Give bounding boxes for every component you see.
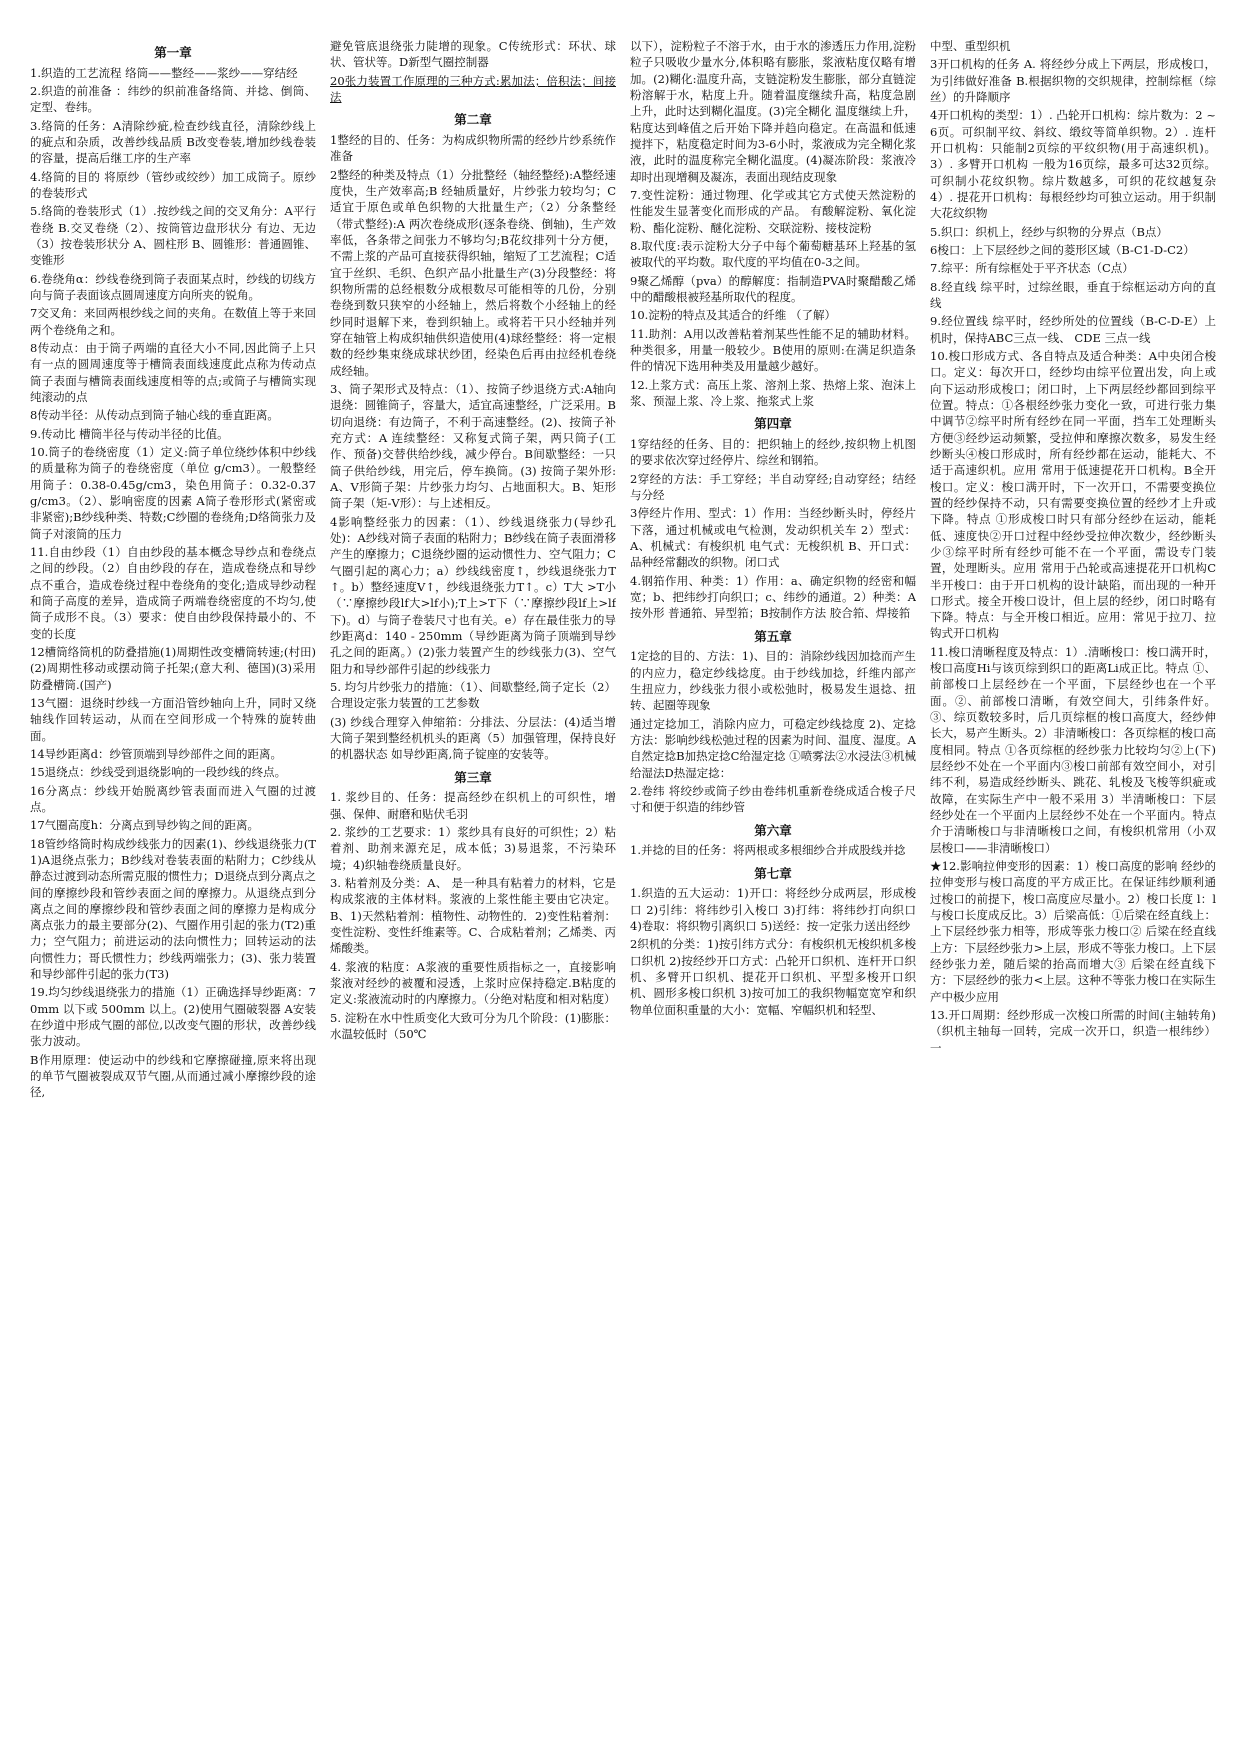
paragraph: 7.变性淀粉：通过物理、化学或其它方式使天然淀粉的性能发生显著变化而形成的产品。 有酸解淀粉、氧化淀粉、酯化淀粉、醚化淀粉、交联淀粉、接枝淀粉 [630, 187, 916, 235]
paragraph: 4. 浆液的粘度：A浆液的重要性质指标之一，直接影响浆液对经纱的被覆和浸透，上浆时应保持稳定.B粘度的定义:浆液流动时的内摩擦力。（分绝对粘度和相对粘度） [330, 959, 616, 1007]
paragraph: 4.钢筘作用、种类：1）作用：a、确定织物的经密和幅宽；b、把纬纱打向织口；c、纬纱的通道。2）种类：A按外形 普通筘、异型筘；B按制作方法 胶合筘、焊接筘 [630, 573, 916, 621]
paragraph: 12.上浆方式：高压上浆、溶剂上浆、热熔上浆、泡沫上浆、预湿上浆、冷上浆、拖浆式上浆 [630, 377, 916, 408]
paragraph: 15退绕点：纱线受到退绕影响的一段纱线的终点。 [30, 765, 287, 780]
document-page [30, 38, 1216, 1738]
paragraph: 13.开口周期：经纱形成一次梭口所需的时间(主轴转角)（织机主轴每一回转，完成一次开口，织造一根纬纱）一 [930, 1008, 1216, 1055]
paragraph: 以下），淀粉粒子不溶于水，由于水的渗透压力作用,淀粉粒子只吸收少量水分,体积略有膨胀，浆液粘度仅略有增加。(2)糊化:温度升高，支链淀粉发生膨胀，部分直链淀粉溶解于水，粘度上升。随着温度继续升高，粘度急剧上升，此时达到糊化温度。(3)完全糊化 温度继续上升，粘度达到峰值之后开始下降并趋向稳定。在高温和低速搅拌下，粘度稳定时间为3-6小时，浆液成为完全糊化浆液，此时的温度称完全糊化温度。(4)凝冻阶段：浆液冷却时出现增稠及凝冻，表面出现结皮现象 [630, 39, 916, 184]
paragraph: 2整经的种类及特点（1）分批整经（轴经整经):A整经速度快，生产效率高;B 经轴质量好，片纱张力较均匀；C适宜于原色或单色织物的大批量生产;（2）分条整经（带式整经):A 两次卷绕成形(逐条卷绕、倒轴)，生产效率低，各条带之间张力不够均匀;B花纹排列十分方便，不需上浆的产品可直接获得织轴，缩短了工艺流程；C适宜于丝织、毛织、色织产品小批量生产(3)分段整经：将织物所需的总经根数分成根数尽可能相等的几份，分别卷绕到数只狭窄的小经轴上，然后将数个小经轴上的经纱同时退解下来，卷到织轴上。或将若干只小经轴并列穿在轴管上构成织轴供织造使用(4)球经整经：将一定根数的经纱集束绕成球状纱团，经染色后再由拉经机卷绕成经轴。 [330, 167, 616, 378]
paragraph: 9.传动比 槽筒半径与传动半径的比值。 [30, 426, 229, 441]
paragraph: 8.经直线 综平时，过综丝眼，垂直于综框运动方向的直线 [930, 279, 1216, 310]
paragraph: 1.并捻的目的任务：将两根或多根细纱合并成股线并捻 [630, 843, 906, 858]
paragraph: ★12.影响拉伸变形的因素：1）梭口高度的影响 经纱的拉伸变形与梭口高度的平方成正比。在保证纬纱顺利通过梭口的前提下，梭口高度应尽量小。2）梭口长度 l：l与梭口长度成反比。3）后梁高低：①后梁在经直线上：上下层经纱张力相等，形成等张力梭口② 后梁在经直线上方：下层经纱张力>上层，形成不等张力梭口。上下层经纱张力差，随后梁的抬高而增大③ 后梁在经直线下方：下层经纱的张力<上层。这种不等张力梭口在实际生产中极少应用 [930, 859, 1216, 1004]
paragraph: B作用原理：使运动中的纱线和它摩擦碰撞,原来将出现的单节气圈被裂成双节气圈,从而通过减小摩擦纱段的途径, [30, 1052, 316, 1100]
chapter-heading: 第五章 [754, 628, 792, 644]
paragraph: 12槽筒络筒机的防叠措施(1)周期性改变槽筒转速;(村田)(2)周期性移动或摆动筒子托架;(意大利、德国)(3)采用防叠槽筒.(国产) [30, 644, 316, 692]
paragraph: 8.取代度:表示淀粉大分子中每个葡萄糖基环上羟基的氢被取代的平均数。取代度的平均值在0-3之间。 [630, 238, 916, 270]
paragraph: 14导纱距离d：纱管顶端到导纱部件之间的距离。 [30, 746, 282, 761]
paragraph: 6梭口：上下层经纱之间的菱形区域（B-C1-D-C2） [930, 242, 1195, 257]
paragraph: 1. 浆纱目的、任务：提高经纱在织机上的可织性，增强、保伸、耐磨和贴伏毛羽 [330, 790, 616, 821]
paragraph: 1整经的目的、任务：为构成织物所需的经纱片纱系统作准备 [330, 133, 616, 164]
paragraph: 8传动半径：从传动点到筒子轴心线的垂直距离。 [30, 408, 279, 423]
paragraph: 10.淀粉的特点及其适合的纤维 （了解） [630, 308, 836, 323]
chapter-heading: 第七章 [754, 865, 792, 881]
paragraph: 5.络筒的卷装形式（1）.按纱线之间的交叉角分：A平行卷绕 B.交叉卷绕（2）、按筒管边盘形状分 有边、无边（3）按卷装形状分 A、圆柱形 B、圆锥形：普通圆锥、变锥形 [30, 204, 316, 268]
paragraph: 避免管底退绕张力陡增的现象。C传统形式：环状、球状、管状等。D新型气圈控制器 [330, 39, 616, 70]
paragraph: 3、筒子架形式及特点：（1）、按筒子纱退绕方式:A轴向退绕：圆锥筒子，容量大，适宜高速整经，广泛采用。B切向退绕：有边筒子，不利于高速整经。(2)、按筒子补充方式：A 连续整经：又称复式筒子架，两只筒子(工作、预备)交替供给纱线，减少停台。B间歇整经：一只筒子供给纱线，用完后，停车换筒。(3) 按筒子架外形:A、V形筒子架：片纱张力均匀、占地面积大。B、矩形筒子架（矩-V形）：与上述相反。 [330, 381, 616, 511]
chapter-heading: 第六章 [754, 822, 792, 838]
paragraph: 7交叉角：来回两根纱线之间的夹角。在数值上等于来回两个卷绕角之和。 [30, 306, 316, 337]
paragraph: 6.卷绕角α：纱线卷绕到筒子表面某点时，纱线的切线方向与筒子表面该点圆周速度方向所夹的锐角。 [30, 271, 316, 303]
paragraph: 1.织造的五大运动：1)开口：将经纱分成两层，形成梭口 2)引纬：将纬纱引入梭口 3)打纬：将纬纱打向织口 4)卷取：将织物引离织口 5)送经：按一定张力送出经纱 [630, 886, 916, 934]
chapter-heading: 第四章 [754, 416, 792, 432]
paragraph: 7.综平：所有综框处于平齐状态（C点） [930, 261, 1134, 276]
paragraph: 2.卷纬 将绞纱或筒子纱由卷纬机重新卷绕成适合梭子尺寸和便于织造的纬纱管 [630, 783, 916, 815]
paragraph: 3.络筒的任务：A清除纱疵,检查纱线直径，清除纱线上的疵点和杂质，改善纱线品质 B改变卷装,增加纱线卷装的容量，提高后继工序的生产率 [30, 118, 316, 166]
paragraph: 17气圈高度h：分离点到导纱钩之间的距离。 [30, 818, 260, 833]
paragraph: 通过定捻加工，消除内应力，可稳定纱线捻度 2)、定捻方法：影响纱线松弛过程的因素为时间、温度、湿度。A自然定捻B加热定捻C给湿定捻 ①喷雾法②水浸法③机械给湿法D热湿定捻： [630, 716, 916, 780]
paragraph: 13气圈：退绕时纱线一方面沿管纱轴向上升，同时又绕轴线作回转运动，从而在空间形成一个特殊的旋转曲面。 [30, 695, 316, 743]
chapter-heading: 第二章 [454, 112, 492, 128]
paragraph: 1.织造的工艺流程 络筒——整经——浆纱——穿结经 [30, 65, 298, 80]
paragraph: 11.梭口清晰程度及特点：1）.清晰梭口：梭口满开时，梭口高度Hi与该页综到织口的距离Li成正比。特点 ①、前部梭口上层经纱在一个平面，下层经纱也在一个平面。②、前部梭口清晰，有效空间大，引纬条件好。③、综页数较多时，后几页综框的梭口高度大，经纱伸长大，易产生断头。2）非清晰梭口：各页综框的梭口高度相同。特点 ①各页综框的经纱张力比较均匀②上(下)层经纱不处在一个平面内③梭口前部有效空间小，对引纬不利，易造成经纱断头、跳花、轧梭及飞梭等织疵或故障，在实际生产中一般不采用 3）半清晰梭口：下层经纱处在一个平面内上层经纱不处在一个平面内。特点 介于清晰梭口与非清晰梭口之间，有梭织机常用（小双层梭口——非清晰梭口） [930, 644, 1216, 855]
chapter-heading: 第三章 [454, 769, 492, 785]
paragraph: 11.助剂：A用以改善粘着剂某些性能不足的辅助材料。种类很多，用量一般较少。B使用的原则:在满足织造条件的情况下选用种类及用量越少越好。 [630, 326, 916, 374]
paragraph: 10.筒子的卷绕密度（1）定义:筒子单位绕纱体积中纱线的质量称为筒子的卷绕密度（单位 g/cm3）。一般整经用筒子：0.38-0.45g/cm3，染色用筒子：0.32-0.37 g/cm3。（2）、影响密度的因素 A筒子卷形形式(紧密或非紧密);B纱线种类、特数;C纱圈的卷绕角;D络筒张力及筒子对滚筒的压力 [30, 444, 316, 541]
text-column-2 [330, 38, 616, 1738]
paragraph: 1穿结经的任务、目的：把织轴上的经纱,按织物上机图的要求依次穿过经停片、综丝和钢筘。 [630, 436, 916, 468]
text-column-1 [30, 38, 316, 1738]
paragraph: (3) 纱线合理穿入伸缩筘：分排法、分层法：(4)适当增大筒子架到整经机机头的距离（5）加强管理，保持良好的机器状态 如导纱距离,筒子锭座的安装等。 [330, 714, 616, 762]
paragraph: 11.自由纱段（1）自由纱段的基本概念导纱点和卷绕点之间的纱段。（2）自由纱段的存在，造成卷绕点和导纱点不重合，造成卷绕过程中卷绕角的变化;造成导纱动程和筒子高度的差异，造成筒子两端卷绕密度的不均匀,使筒子成形不良。（3）要求：使自由纱段保持最小的、不变的长度 [30, 544, 316, 641]
paragraph: 1定捻的目的、方法：1)、目的：消除纱线因加捻而产生的内应力，稳定纱线捻度。由于纱线加捻，纤维内部产生扭应力，纱线张力很小或松弛时，极易发生退捻、扭转、起圈等现象 [630, 649, 916, 713]
paragraph: 5.织口：织机上，经纱与织物的分界点（B点） [930, 224, 1168, 239]
paragraph: 3开口机构的任务 A. 将经纱分成上下两层，形成梭口，为引纬做好准备 B.根据织物的交织规律，控制综框（综丝）的升降顺序 [930, 57, 1216, 104]
chapter-heading: 第一章 [154, 45, 192, 60]
paragraph: 8传动点：由于筒子两端的直径大小不同,因此筒子上只有一点的圆周速度等于槽筒表面线速度此点称为传动点筒子表面与槽筒表面线速度相等的点;或筒子与槽筒实现纯滚动的点 [30, 341, 316, 404]
paragraph: 19.均匀纱线退绕张力的措施（1）正确选择导纱距离：70mm 以下或 500mm 以上。(2)使用气圈破裂器 A安装在纱道中形成气圈的部位,以改变气圈的形状，改善纱线张力波动。 [30, 985, 316, 1049]
paragraph: 5. 均匀片纱张力的措施：（1）、间歇整经,筒子定长（2）合理设定张力装置的工艺参数 [330, 679, 616, 711]
paragraph: 2织机的分类：1)按引纬方式分：有梭织机无梭织机多梭口织机 2)按经纱开口方式：凸轮开口织机、连杆开口织机、多臂开口织机、提花开口织机、平型多梭开口织机、圆形多梭口织机 3)按可加工的我织物幅宽宽窄和织物单位面积重量的大小：宽幅、窄幅织机和轻型、 [630, 937, 916, 1017]
paragraph: 18管纱络筒时构成纱线张力的因素(1)、纱线退绕张力(T1)A退绕点张力；B纱线对卷装表面的粘附力；C纱线从静态过渡到动态所需克服的惯性力；D退绕点到分离点之间的摩擦纱段和管纱表面之间的摩擦力。从退绕点到分离点之间的摩擦纱段和管纱表面之间的摩擦力是构成分离点张力的最主要部分(2)、气圈作用引起的张力(T2)重力；空气阻力；前进运动的法向惯性力；回转运动的法向惯性力；哥氏惯性力；纱线两端张力；(3)、张力装置和导纱部件引起的张力(T3) [30, 836, 316, 982]
paragraph: 2穿经的方法：手工穿经；半自动穿经;自动穿经；结经与分经 [630, 471, 916, 502]
paragraph: 4.络筒的目的 将原纱（管纱或绞纱）加工成筒子。原纱的卷装形式 [30, 169, 316, 201]
paragraph: 3停经片作用、型式：1）作用：当经纱断头时，停经片下落，通过机械或电气检测，发动织机关车 2）型式：A、机械式：有梭织机 电气式：无梭织机 B、开口式：品种经常翻改的织物。闭口式 [630, 506, 916, 570]
paragraph: 10.梭口形成方式、各自特点及适合种类：A中央闭合梭口。定义：每次开口，经纱均由综平位置出发，向上或向下运动形成梭口；闭口时，上下两层经纱都回到综平位置。特点：①各根经纱张力变化一致，可进行张力集中调节②综平时所有经纱在同一平面，挡车工处理断头方便③经纱运动频繁，受拉伸和摩擦次数多，易发生经纱断头④梭口形成时，所有经纱都在运动，能耗大、不适于高速织机。应用 常用于低速提花开口机构。B全开梭口。定义：梭口满开时，下一次开口，不需要变换位置的经纱保持不动，只有需要变换位置的经纱才上升或下降。特点 ①形成梭口时只有部分经纱在运动，能耗低、速度快②开口过程中经纱受拉伸次数少，经纱断头少③综平时所有经纱可能不在一个平面，需设专门装置，处理断头。应用 常用于凸轮或高速提花开口机构C半开梭口：由于开口机构的设计缺陷，而出现的一种开口形式。接全开梭口设计，但上层的经纱，闭口时略有下降。特点：与全开梭口相近。应用：常见于拉刀、拉钩式开口机构 [930, 348, 1216, 641]
paragraph: 4开口机构的类型：1）. 凸轮开口机构：综片数为：2 ~ 6页。可织制平纹、斜纹、缎纹等简单织物。2）. 连杆开口机构：只能制2页综的平纹织物(用于高速织机)。3）. 多臂开口机构 一般为16页综，最多可达32页综。可织制小花纹织物。综片数越多，可织的花纹越复杂 4）. 提花开口机构：每根经纱均可独立运动。用于织制大花纹织物 [930, 108, 1216, 221]
paragraph: 2. 浆纱的工艺要求：1）浆纱具有良好的可织性；2）粘着剂、助剂来源充足，成本低；3)易退浆，不污染环境；4)织轴卷绕质量良好。 [330, 824, 616, 872]
paragraph: 2.织造的前准备 ：纬纱的织前准备络筒、并捻、倒筒、定型、卷纬。 [30, 84, 316, 115]
paragraph: 9.经位置线 综平时，经纱所处的位置线（B-C-D-E）上机时，保持ABC三点一线、 CDE 三点一线 [930, 314, 1216, 345]
text-column-3 [630, 38, 916, 1738]
paragraph: 9聚乙烯醇（pva）的醇解度：指制造PVA时聚醋酸乙烯中的醋酸根被羟基所取代的程度。 [630, 273, 916, 304]
paragraph: 20张力装置工作原理的三种方式:累加法；倍积法；间接法 [330, 73, 616, 104]
paragraph: 中型、重型织机 [930, 39, 1011, 53]
paragraph: 3. 粘着剂及分类：A、 是一种具有粘着力的材料，它是构成浆液的主体材料。浆液的上浆性能主要由它决定。B、1)天然粘着剂：植物性、动物性的．2)变性粘着剂：变性淀粉、变性纤维素等。C、合成粘着剂；乙烯类、丙烯酸类。 [330, 875, 616, 956]
paragraph: 16分离点：纱线开始脱离纱管表面而进入气圈的过渡点。 [30, 783, 316, 814]
paragraph: 5. 淀粉在水中性质变化大致可分为几个阶段：(1)膨胀：水温较低时（50℃ [330, 1010, 616, 1041]
paragraph: 4影响整经张力的因素：（1）、纱线退绕张力(导纱孔处)：A纱线对筒子表面的粘附力；B纱线在筒子表面滑移产生的摩擦力；C退绕纱圈的运动惯性力、空气阻力；C气圈引起的离心力；a）纱线线密度↑，纱线退绕张力T↑。b）整经速度V↑，纱线退绕张力T↑。c）T大 >T小（∵摩擦纱段lf大>lf小);T上>T下（∵摩擦纱段lf上>lf下)。d）与筒子卷装尺寸也有关。e）存在最佳张力的导纱距离d：140 - 250mm（导纱距离为筒子顶端到导纱孔之间的距离。）(2)张力装置产生的纱线张力(3)、空气阻力和导纱部件引起的纱线张力 [330, 514, 616, 676]
text-column-4 [930, 38, 1216, 1738]
